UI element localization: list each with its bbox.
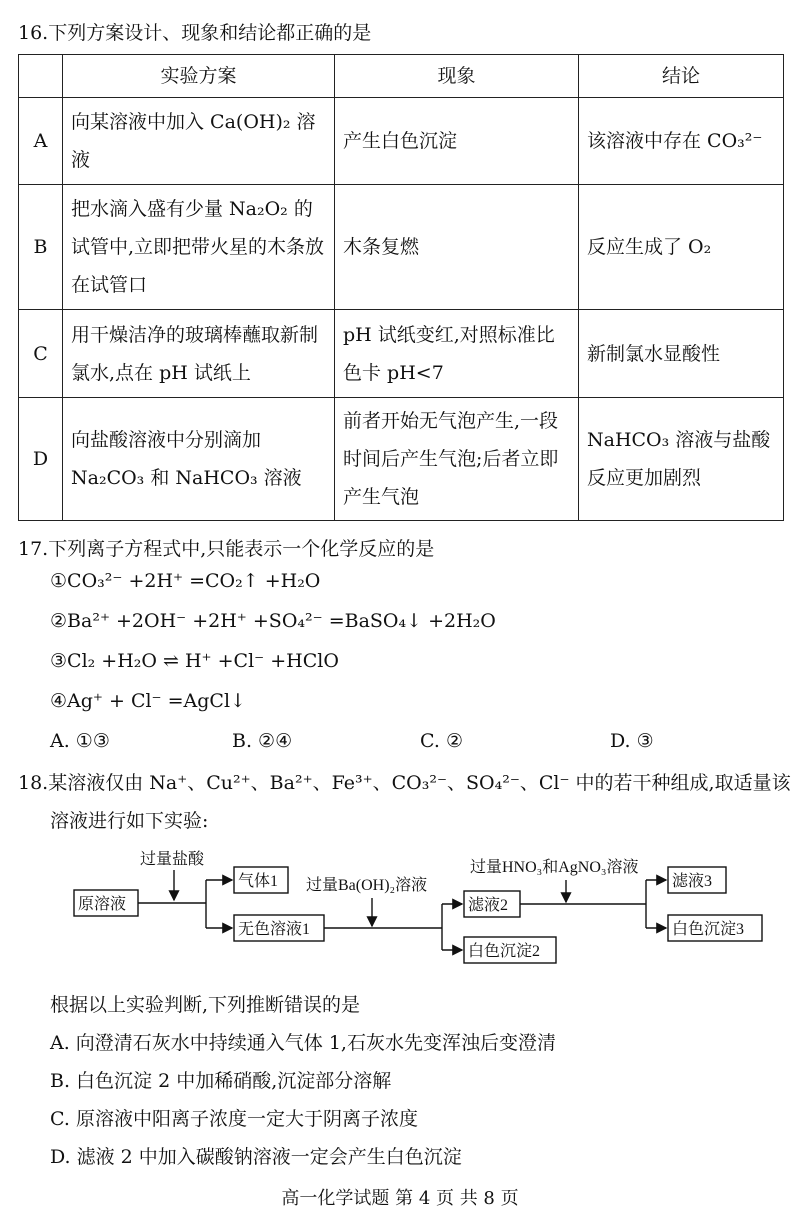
equation-1: ①CO₃²⁻ +2H⁺ =CO₂↑ +H₂O bbox=[50, 570, 321, 592]
q18-option-b: B. 白色沉淀 2 中加稀硝酸,沉淀部分溶解 bbox=[50, 1070, 392, 1092]
flow-filtrate2: 滤液2 bbox=[468, 897, 509, 914]
q18-option-c: C. 原溶液中阳离子浓度一定大于阴离子浓度 bbox=[50, 1108, 418, 1130]
row-label: B bbox=[19, 185, 63, 310]
flow-gas1: 气体1 bbox=[238, 873, 279, 890]
row-phenomenon: 木条复燃 bbox=[335, 185, 579, 310]
row-phenomenon: pH 试纸变红,对照标准比色卡 pH<7 bbox=[335, 310, 579, 398]
q17-title: 17.下列离子方程式中,只能表示一个化学反应的是 bbox=[18, 538, 435, 560]
table-row bbox=[19, 398, 784, 521]
table-header-blank bbox=[19, 55, 63, 98]
row-conclusion: 反应生成了 O₂ bbox=[579, 185, 784, 310]
row-conclusion: 该溶液中存在 CO₃²⁻ bbox=[579, 98, 784, 185]
flow-reagent1: 过量盐酸 bbox=[140, 851, 205, 868]
table-row bbox=[19, 98, 784, 185]
experiment-table bbox=[18, 54, 784, 521]
table-header-plan: 实验方案 bbox=[63, 55, 335, 98]
choice-b: B. ②④ bbox=[232, 730, 293, 752]
equation-4: ④Ag⁺ + Cl⁻ =AgCl↓ bbox=[50, 690, 246, 712]
row-label: A bbox=[19, 98, 63, 185]
table-header-row bbox=[19, 55, 784, 98]
flow-filtrate3: 滤液3 bbox=[672, 873, 713, 890]
row-phenomenon: 前者开始无气泡产生,一段时间后产生气泡;后者立即产生气泡 bbox=[335, 398, 579, 521]
row-label: D bbox=[19, 398, 63, 521]
table-row bbox=[19, 185, 784, 310]
row-conclusion: NaHCO₃ 溶液与盐酸反应更加剧烈 bbox=[579, 398, 784, 521]
row-conclusion: 新制氯水显酸性 bbox=[579, 310, 784, 398]
row-phenomenon: 产生白色沉淀 bbox=[335, 98, 579, 185]
equation-3: ③Cl₂ +H₂O ⇌ H⁺ +Cl⁻ +HClO bbox=[50, 650, 339, 672]
q18-option-d: D. 滤液 2 中加入碳酸钠溶液一定会产生白色沉淀 bbox=[50, 1146, 462, 1168]
table-header-phenomenon: 现象 bbox=[335, 55, 579, 98]
row-plan: 向某溶液中加入 Ca(OH)₂ 溶液 bbox=[63, 98, 335, 185]
q18-option-a: A. 向澄清石灰水中持续通入气体 1,石灰水先变浑浊后变澄清 bbox=[50, 1032, 556, 1054]
row-label: C bbox=[19, 310, 63, 398]
page-footer: 高一化学试题 第 4 页 共 8 页 bbox=[281, 1188, 519, 1209]
q18-title-line1: 18.某溶液仅由 Na⁺、Cu²⁺、Ba²⁺、Fe³⁺、CO₃²⁻、SO₄²⁻、Cl⁻ 中的若干种组成,取适量该 bbox=[18, 772, 791, 794]
table-header-conclusion: 结论 bbox=[579, 55, 784, 98]
table-row bbox=[19, 310, 784, 398]
flow-diagram bbox=[0, 840, 800, 980]
row-plan: 把水滴入盛有少量 Na₂O₂ 的试管中,立即把带火星的木条放在试管口 bbox=[63, 185, 335, 310]
flow-solution1: 无色溶液1 bbox=[238, 921, 311, 938]
row-plan: 向盐酸溶液中分别滴加 Na₂CO₃ 和 NaHCO₃ 溶液 bbox=[63, 398, 335, 521]
flow-start: 原溶液 bbox=[78, 896, 127, 913]
q16-title: 16.下列方案设计、现象和结论都正确的是 bbox=[18, 22, 372, 44]
q18-question: 根据以上实验判断,下列推断错误的是 bbox=[50, 994, 361, 1016]
choice-a: A. ①③ bbox=[50, 730, 110, 752]
choice-c: C. ② bbox=[420, 730, 463, 752]
q18-title-line2: 溶液进行如下实验: bbox=[50, 810, 209, 832]
row-plan: 用干燥洁净的玻璃棒蘸取新制氯水,点在 pH 试纸上 bbox=[63, 310, 335, 398]
flow-reagent3: 过量HNO₃和AgNO₃溶液 bbox=[470, 859, 639, 876]
choice-d: D. ③ bbox=[610, 730, 654, 752]
equation-2: ②Ba²⁺ +2OH⁻ +2H⁺ +SO₄²⁻ =BaSO₄↓ +2H₂O bbox=[50, 610, 496, 632]
flow-precipitate2: 白色沉淀2 bbox=[468, 943, 541, 960]
flow-precipitate3: 白色沉淀3 bbox=[672, 921, 745, 938]
flow-reagent2: 过量Ba(OH)₂溶液 bbox=[306, 877, 428, 894]
